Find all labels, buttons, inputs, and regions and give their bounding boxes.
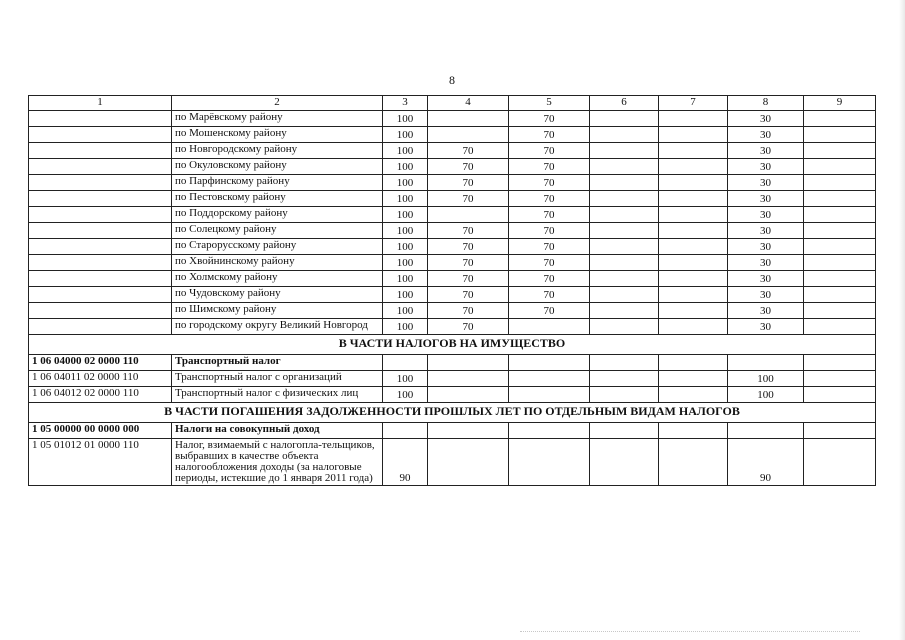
col7-value	[659, 239, 728, 255]
col9-value	[804, 127, 876, 143]
col9-value	[804, 191, 876, 207]
budget-code-cell	[29, 303, 172, 319]
col6-value	[590, 207, 659, 223]
col6-value	[590, 255, 659, 271]
revenue-name-cell: по Поддорскому району	[172, 207, 383, 223]
col5-value: 70	[509, 111, 590, 127]
budget-code-cell	[29, 143, 172, 159]
col3-value: 100	[383, 207, 428, 223]
arrears-rows	[29, 423, 876, 486]
col8-value: 30	[728, 127, 804, 143]
budget-code-cell	[29, 159, 172, 175]
section-heading: В ЧАСТИ НАЛОГОВ НА ИМУЩЕСТВО	[29, 335, 876, 355]
col5-value: 70	[509, 159, 590, 175]
col3-value: 100	[383, 303, 428, 319]
col8-value: 30	[728, 143, 804, 159]
col5-value: 70	[509, 271, 590, 287]
col5-value: 70	[509, 207, 590, 223]
col8-value: 30	[728, 159, 804, 175]
col7-value	[659, 223, 728, 239]
section-heading-row	[29, 335, 876, 355]
tax-distribution-table	[28, 95, 876, 486]
budget-code-cell	[29, 223, 172, 239]
property-rows	[29, 355, 876, 403]
col9-value	[804, 239, 876, 255]
col8-value: 30	[728, 191, 804, 207]
table-row	[29, 223, 876, 239]
column-header: 7	[659, 96, 728, 111]
table-row	[29, 387, 876, 403]
col3-value: 100	[383, 255, 428, 271]
col4-value	[428, 387, 509, 403]
table-row	[29, 111, 876, 127]
col6-value	[590, 223, 659, 239]
budget-code-cell: 1 05 00000 00 0000 000	[29, 423, 172, 439]
col3-value: 100	[383, 223, 428, 239]
col7-value	[659, 111, 728, 127]
revenue-name-cell: по Хвойнинскому району	[172, 255, 383, 271]
col6-value	[590, 319, 659, 335]
col4-value	[428, 111, 509, 127]
col6-value	[590, 371, 659, 387]
revenue-name-cell: по Чудовскому району	[172, 287, 383, 303]
col9-value	[804, 271, 876, 287]
col3-value: 100	[383, 175, 428, 191]
col4-value	[428, 439, 509, 486]
budget-code-cell	[29, 287, 172, 303]
col4-value: 70	[428, 271, 509, 287]
col5-value	[509, 439, 590, 486]
col7-value	[659, 355, 728, 371]
col6-value	[590, 239, 659, 255]
col4-value: 70	[428, 143, 509, 159]
section-property	[29, 335, 876, 355]
col3-value: 100	[383, 371, 428, 387]
budget-code-cell: 1 05 01012 01 0000 110	[29, 439, 172, 486]
col8-value	[728, 355, 804, 371]
col9-value	[804, 159, 876, 175]
table-row	[29, 191, 876, 207]
col8-value: 30	[728, 271, 804, 287]
col9-value	[804, 175, 876, 191]
budget-code-cell	[29, 319, 172, 335]
col8-value: 30	[728, 287, 804, 303]
table-row	[29, 319, 876, 335]
col4-value: 70	[428, 287, 509, 303]
col7-value	[659, 319, 728, 335]
col3-value: 100	[383, 239, 428, 255]
budget-code-cell: 1 06 04000 02 0000 110	[29, 355, 172, 371]
budget-code-cell	[29, 127, 172, 143]
col9-value	[804, 303, 876, 319]
col7-value	[659, 191, 728, 207]
col5-value: 70	[509, 191, 590, 207]
col9-value	[804, 387, 876, 403]
col6-value	[590, 387, 659, 403]
table-row	[29, 355, 876, 371]
col4-value	[428, 423, 509, 439]
col3-value: 100	[383, 143, 428, 159]
budget-code-cell	[29, 175, 172, 191]
revenue-name-cell: по Холмскому району	[172, 271, 383, 287]
revenue-name-cell: по Парфинскому району	[172, 175, 383, 191]
col5-value	[509, 319, 590, 335]
col9-value	[804, 223, 876, 239]
column-header: 2	[172, 96, 383, 111]
table-row	[29, 439, 876, 486]
col5-value: 70	[509, 255, 590, 271]
col5-value: 70	[509, 143, 590, 159]
revenue-name-cell: по Шимскому району	[172, 303, 383, 319]
col3-value: 100	[383, 159, 428, 175]
table-row	[29, 271, 876, 287]
col9-value	[804, 255, 876, 271]
revenue-name-cell: по Окуловскому району	[172, 159, 383, 175]
col9-value	[804, 143, 876, 159]
revenue-name-cell: по Марёвскому району	[172, 111, 383, 127]
col7-value	[659, 255, 728, 271]
column-header: 1	[29, 96, 172, 111]
col8-value: 90	[728, 439, 804, 486]
col9-value	[804, 423, 876, 439]
col6-value	[590, 423, 659, 439]
col4-value: 70	[428, 159, 509, 175]
col7-value	[659, 287, 728, 303]
col9-value	[804, 111, 876, 127]
budget-code-cell	[29, 255, 172, 271]
table-row	[29, 159, 876, 175]
col3-value: 100	[383, 287, 428, 303]
col6-value	[590, 439, 659, 486]
col5-value: 70	[509, 175, 590, 191]
col5-value	[509, 387, 590, 403]
col3-value	[383, 355, 428, 371]
col6-value	[590, 303, 659, 319]
col8-value: 100	[728, 387, 804, 403]
col4-value	[428, 207, 509, 223]
revenue-name-cell: по Новгородскому району	[172, 143, 383, 159]
scan-edge	[899, 0, 905, 640]
col4-value: 70	[428, 239, 509, 255]
col6-value	[590, 191, 659, 207]
col8-value: 30	[728, 175, 804, 191]
col4-value	[428, 127, 509, 143]
col4-value: 70	[428, 255, 509, 271]
table-row	[29, 207, 876, 223]
col4-value: 70	[428, 303, 509, 319]
col6-value	[590, 159, 659, 175]
column-header: 6	[590, 96, 659, 111]
col8-value: 30	[728, 239, 804, 255]
col6-value	[590, 127, 659, 143]
budget-code-cell	[29, 111, 172, 127]
col9-value	[804, 207, 876, 223]
col7-value	[659, 207, 728, 223]
revenue-name-cell: по городскому округу Великий Новгород	[172, 319, 383, 335]
column-number-header	[29, 96, 876, 111]
col6-value	[590, 143, 659, 159]
col6-value	[590, 355, 659, 371]
col8-value: 30	[728, 255, 804, 271]
section-arrears	[29, 403, 876, 423]
col4-value	[428, 355, 509, 371]
col3-value: 90	[383, 439, 428, 486]
col9-value	[804, 355, 876, 371]
col6-value	[590, 111, 659, 127]
budget-code-cell	[29, 191, 172, 207]
col7-value	[659, 143, 728, 159]
revenue-name-cell: Налог, взимаемый с налогопла-тельщиков, выбравших в качестве объекта налогообложения доходы (за налоговые периоды, истекшие до 1 января 2011 года)	[172, 439, 383, 486]
col7-value	[659, 271, 728, 287]
col3-value: 100	[383, 191, 428, 207]
table-row	[29, 255, 876, 271]
col7-value	[659, 387, 728, 403]
col3-value: 100	[383, 127, 428, 143]
revenue-name-cell: по Мошенскому району	[172, 127, 383, 143]
col7-value	[659, 303, 728, 319]
table-row	[29, 287, 876, 303]
table-row	[29, 239, 876, 255]
table-row	[29, 127, 876, 143]
revenue-name-cell: по Пестовскому району	[172, 191, 383, 207]
col5-value	[509, 423, 590, 439]
column-header: 9	[804, 96, 876, 111]
revenue-name-cell: по Старорусскому району	[172, 239, 383, 255]
col8-value: 30	[728, 223, 804, 239]
table-row	[29, 175, 876, 191]
col9-value	[804, 287, 876, 303]
col6-value	[590, 287, 659, 303]
revenue-name-cell: по Солецкому району	[172, 223, 383, 239]
col8-value: 30	[728, 319, 804, 335]
col5-value: 70	[509, 287, 590, 303]
col9-value	[804, 319, 876, 335]
col7-value	[659, 159, 728, 175]
col9-value	[804, 371, 876, 387]
col4-value: 70	[428, 319, 509, 335]
column-header: 8	[728, 96, 804, 111]
col8-value: 100	[728, 371, 804, 387]
table-row	[29, 423, 876, 439]
col3-value: 100	[383, 111, 428, 127]
col4-value: 70	[428, 175, 509, 191]
col7-value	[659, 175, 728, 191]
col7-value	[659, 371, 728, 387]
col8-value: 30	[728, 207, 804, 223]
revenue-name-cell: Транспортный налог с физических лиц	[172, 387, 383, 403]
col7-value	[659, 439, 728, 486]
revenue-name-cell: Налоги на совокупный доход	[172, 423, 383, 439]
col7-value	[659, 127, 728, 143]
scan-artifact	[520, 631, 860, 634]
col3-value: 100	[383, 271, 428, 287]
col8-value	[728, 423, 804, 439]
col9-value	[804, 439, 876, 486]
budget-code-cell	[29, 239, 172, 255]
col4-value	[428, 371, 509, 387]
col4-value: 70	[428, 223, 509, 239]
col4-value: 70	[428, 191, 509, 207]
budget-code-cell: 1 06 04011 02 0000 110	[29, 371, 172, 387]
column-header: 3	[383, 96, 428, 111]
col3-value: 100	[383, 319, 428, 335]
col5-value: 70	[509, 303, 590, 319]
col5-value: 70	[509, 127, 590, 143]
section-heading-row	[29, 403, 876, 423]
col5-value	[509, 355, 590, 371]
col6-value	[590, 271, 659, 287]
col8-value: 30	[728, 111, 804, 127]
district-rows	[29, 111, 876, 335]
budget-code-cell: 1 06 04012 02 0000 110	[29, 387, 172, 403]
col8-value: 30	[728, 303, 804, 319]
column-header: 4	[428, 96, 509, 111]
col7-value	[659, 423, 728, 439]
budget-code-cell	[29, 207, 172, 223]
col5-value: 70	[509, 223, 590, 239]
col5-value: 70	[509, 239, 590, 255]
col6-value	[590, 175, 659, 191]
col3-value	[383, 423, 428, 439]
revenue-name-cell: Транспортный налог	[172, 355, 383, 371]
revenue-name-cell: Транспортный налог с организаций	[172, 371, 383, 387]
column-header: 5	[509, 96, 590, 111]
col3-value: 100	[383, 387, 428, 403]
table-row	[29, 143, 876, 159]
table-row	[29, 303, 876, 319]
page-number: 8	[449, 73, 455, 87]
budget-code-cell	[29, 271, 172, 287]
col5-value	[509, 371, 590, 387]
table-row	[29, 371, 876, 387]
section-heading: В ЧАСТИ ПОГАШЕНИЯ ЗАДОЛЖЕННОСТИ ПРОШЛЫХ ЛЕТ ПО ОТДЕЛЬНЫМ ВИДАМ НАЛОГОВ	[29, 403, 876, 423]
